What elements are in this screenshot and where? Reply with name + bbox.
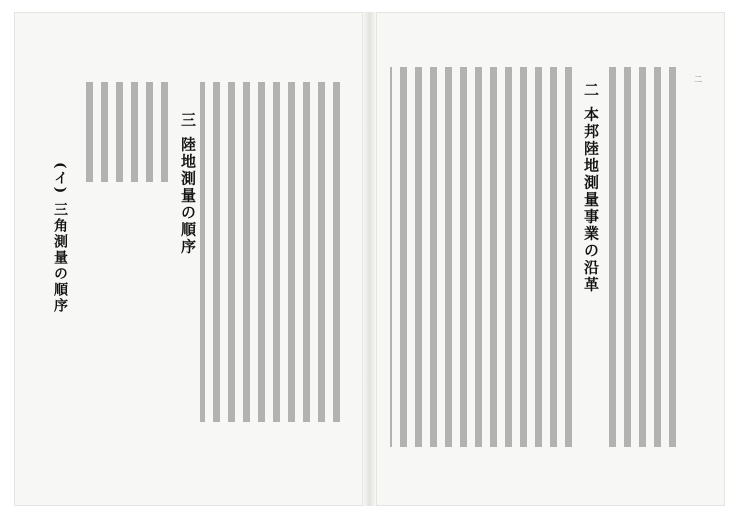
right-page-text-block-a [606, 67, 676, 447]
left-page-text-block-a [200, 82, 340, 422]
left-subsection-heading: (イ) 三角測量の順序 [52, 162, 68, 315]
left-section-heading: 三 陸地測量の順序 [179, 112, 197, 256]
book-gutter [363, 12, 376, 506]
right-page-number: 二 [694, 75, 702, 84]
left-page-text-block-b [84, 82, 168, 182]
right-page-text-block-b [390, 67, 572, 447]
right-section-heading: 二 本邦陸地測量事業の沿革 [582, 82, 600, 294]
left-page [14, 12, 363, 506]
right-page [376, 12, 725, 506]
